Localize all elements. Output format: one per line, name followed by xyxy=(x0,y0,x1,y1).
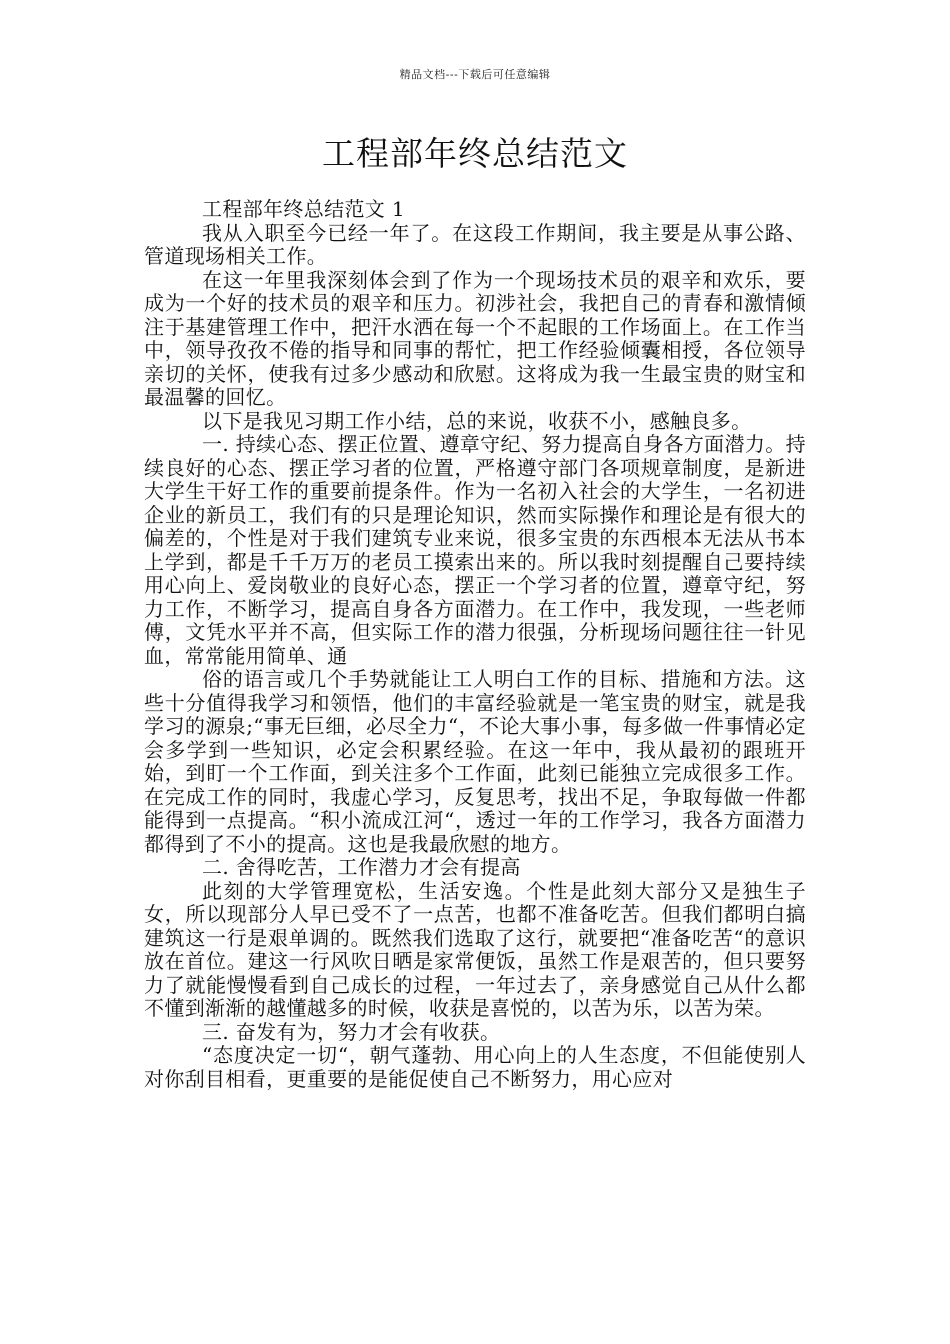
paragraph-subtitle: 工程部年终总结范文 1 xyxy=(202,197,405,221)
section-heading: 三. 奋发有为，努力才会有收获。 xyxy=(202,1019,501,1044)
paragraph: 俗的语言或几个手势就能让工人明白工作的目标、措施和方法。这些十分值得我学习和领悟，他们的丰富经验就是一笔宝贵的财宝，就是我学习的源泉;“事无巨细，必尽全力“，不论大事小事，每多做一件事情必定会多学到一些知识，必定会积累经验。在这一年中，我从最初的跟班开始，到盯一个工作面，到关注多个工作面，此刻已能独立完成很多工作。在完成工作的同时，我虚心学习，反复思考，找出不足，争取每做一件都能得到一点提高。“积小流成江河“，透过一年的工作学习，我各方面潜力都得到了不小的提高。这也是我最欣慰的地方。 xyxy=(144,667,806,856)
paragraph: “态度决定一切“，朝气蓬勃、用心向上的人生态度，不但能使别人对你刮目相看，更重要的是能促使自己不断努力，用心应对 xyxy=(144,1043,806,1091)
section-heading: 二. 舍得吃苦，工作潜力才会有提高 xyxy=(202,855,521,879)
paragraph: 此刻的大学管理宽松，生活安逸。个性是此刻大部分又是独生子女，所以现部分人早已受不了一点苦，也都不准备吃苦。但我们都明白搞建筑这一行是艰单调的。既然我们选取了这行，就要把“准备吃苦“的意识放在首位。建这一行风吹日晒是家常便饭，虽然工作是艰苦的，但只要努力了就能慢慢看到自己成长的过程，一年过去了，亲身感觉自己从什么都不懂到渐渐的越懂越多的时候，收获是喜悦的，以苦为乐，以苦为荣。 xyxy=(144,878,806,1020)
paragraph: 一. 持续心态、摆正位置、遵章守纪、努力提高自身各方面潜力。持续良好的心态、摆正学习者的位置，严格遵守部门各项规章制度，是新进大学生干好工作的重要前提条件。作为一名初入社会的大学生，一名初进企业的新员工，我们有的只是理论知识，然而实际操作和理论是有很大的偏差的，个性是对于我们建筑专业来说，很多宝贵的东西根本无法从书本上学到，都是千千万万的老员工摸索出来的。所以我时刻提醒自己要持续用心向上、爱岗敬业的良好心态，摆正一个学习者的位置，遵章守纪，努力工作，不断学习，提高自身各方面潜力。在工作中，我发现，一些老师傅，文凭水平并不高，但实际工作的潜力很强，分析现场问题往往一针见血，常常能用简单、通 xyxy=(144,432,806,668)
paragraph: 在这一年里我深刻体会到了作为一个现场技术员的艰辛和欢乐，要成为一个好的技术员的艰辛和压力。初涉社会，我把自己的青春和激情倾注于基建管理工作中，把汗水洒在每一个不起眼的工作场面上。在工作当中，领导孜孜不倦的指导和同事的帮忙，把工作经验倾囊相授，各位领导亲切的关怀，使我有过多少感动和欣慰。这将成为我一生最宝贵的财宝和最温馨的回忆。 xyxy=(144,267,806,409)
page-header-watermark: 精品文档---下载后可任意编辑 xyxy=(399,68,551,81)
document-title: 工程部年终总结范文 xyxy=(322,134,628,173)
paragraph: 我从入职至今已经一年了。在这段工作期间，我主要是从事公路、管道现场相关工作。 xyxy=(144,220,806,268)
paragraph: 以下是我见习期工作小结，总的来说，收获不小，感触良多。 xyxy=(202,408,752,433)
document-body xyxy=(144,198,806,1091)
